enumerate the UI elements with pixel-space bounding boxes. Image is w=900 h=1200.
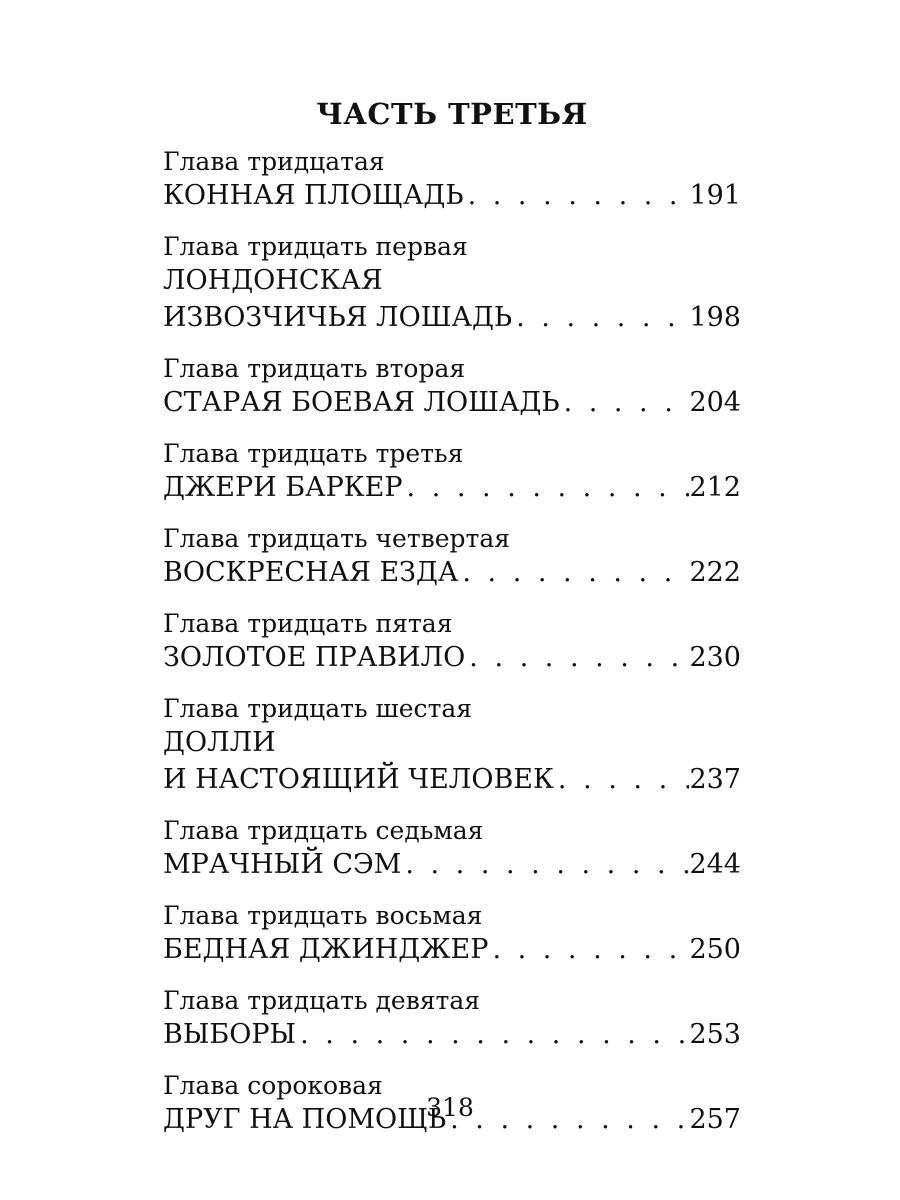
chapter-label: Глава тридцатая	[163, 147, 385, 176]
chapter-page-number: 244	[689, 849, 741, 880]
chapter-page-number: 204	[689, 387, 741, 418]
chapter-label: Глава тридцать пятая	[163, 609, 453, 638]
chapter-label: Глава сороковая	[163, 1071, 383, 1100]
chapter-page-number: 257	[689, 1104, 741, 1135]
toc-entry	[163, 815, 741, 883]
chapter-label: Глава тридцать четвертая	[163, 524, 511, 553]
part-title: ЧАСТЬ ТРЕТЬЯ	[316, 97, 588, 131]
chapter-title: ВОСКРЕСНАЯ ЕЗДА	[163, 557, 459, 588]
dot-leader	[403, 469, 690, 506]
chapter-title: ИЗВОЗЧИЧЬЯ ЛОШАДЬ	[163, 302, 513, 333]
dot-leader	[465, 639, 689, 676]
chapter-page-number: 230	[689, 642, 741, 673]
toc-line	[163, 639, 741, 676]
dot-leader	[512, 299, 689, 336]
toc-entry	[163, 693, 741, 798]
toc-entry	[163, 438, 741, 506]
chapter-label: Глава тридцать восьмая	[163, 901, 483, 930]
chapter-title-line: ЛОНДОНСКАЯ	[163, 265, 383, 296]
chapter-page-number: 250	[689, 934, 741, 965]
toc-entry	[163, 353, 741, 421]
table-of-contents	[163, 92, 741, 1155]
toc-line	[163, 761, 741, 798]
chapter-title: БЕДНАЯ ДЖИНДЖЕР	[163, 934, 489, 965]
chapter-page-number: 253	[689, 1019, 741, 1050]
toc-line	[163, 469, 741, 506]
page-number: 318	[426, 1093, 474, 1122]
dot-leader	[401, 846, 689, 883]
dot-leader	[458, 554, 689, 591]
chapter-title-line: ДОЛЛИ	[163, 727, 276, 758]
chapter-page-number: 198	[689, 302, 741, 333]
toc-entry	[163, 146, 741, 214]
dot-leader	[488, 931, 689, 968]
toc-line	[163, 554, 741, 591]
chapter-title: ЗОЛОТОЕ ПРАВИЛО	[163, 642, 466, 673]
dot-leader	[296, 1016, 689, 1053]
toc-line	[163, 299, 741, 336]
chapter-label: Глава тридцать вторая	[163, 354, 466, 383]
chapter-label: Глава тридцать девятая	[163, 986, 481, 1015]
dot-leader	[554, 761, 690, 798]
toc-entry	[163, 608, 741, 676]
chapter-page-number: 237	[689, 764, 741, 795]
toc-line	[163, 384, 741, 421]
chapter-title: И НАСТОЯЩИЙ ЧЕЛОВЕК	[163, 764, 554, 795]
toc-entry	[163, 231, 741, 336]
chapter-title: СТАРАЯ БОЕВАЯ ЛОШАДЬ	[163, 387, 560, 418]
chapter-title: МРАЧНЫЙ СЭМ	[163, 849, 402, 880]
chapter-title: ДЖЕРИ БАРКЕР	[163, 472, 403, 503]
chapter-label: Глава тридцать седьмая	[163, 816, 484, 845]
toc-entry	[163, 523, 741, 591]
toc-entries	[163, 146, 741, 1138]
chapter-label: Глава тридцать шестая	[163, 694, 473, 723]
toc-line	[163, 1016, 741, 1053]
chapter-label: Глава тридцать третья	[163, 439, 464, 468]
toc-line	[163, 177, 741, 214]
chapter-label: Глава тридцать первая	[163, 232, 468, 261]
toc-line	[163, 846, 741, 883]
chapter-page-number: 222	[689, 557, 741, 588]
chapter-title: ДРУГ НА ПОМОЩЬ	[163, 1104, 447, 1135]
dot-leader	[560, 384, 690, 421]
toc-entry	[163, 985, 741, 1053]
toc-line	[163, 931, 741, 968]
chapter-page-number: 191	[689, 180, 741, 211]
chapter-page-number: 212	[689, 472, 741, 503]
chapter-title: КОННАЯ ПЛОЩАДЬ	[163, 180, 464, 211]
chapter-title: ВЫБОРЫ	[163, 1019, 297, 1050]
dot-leader	[464, 177, 690, 214]
toc-entry	[163, 900, 741, 968]
